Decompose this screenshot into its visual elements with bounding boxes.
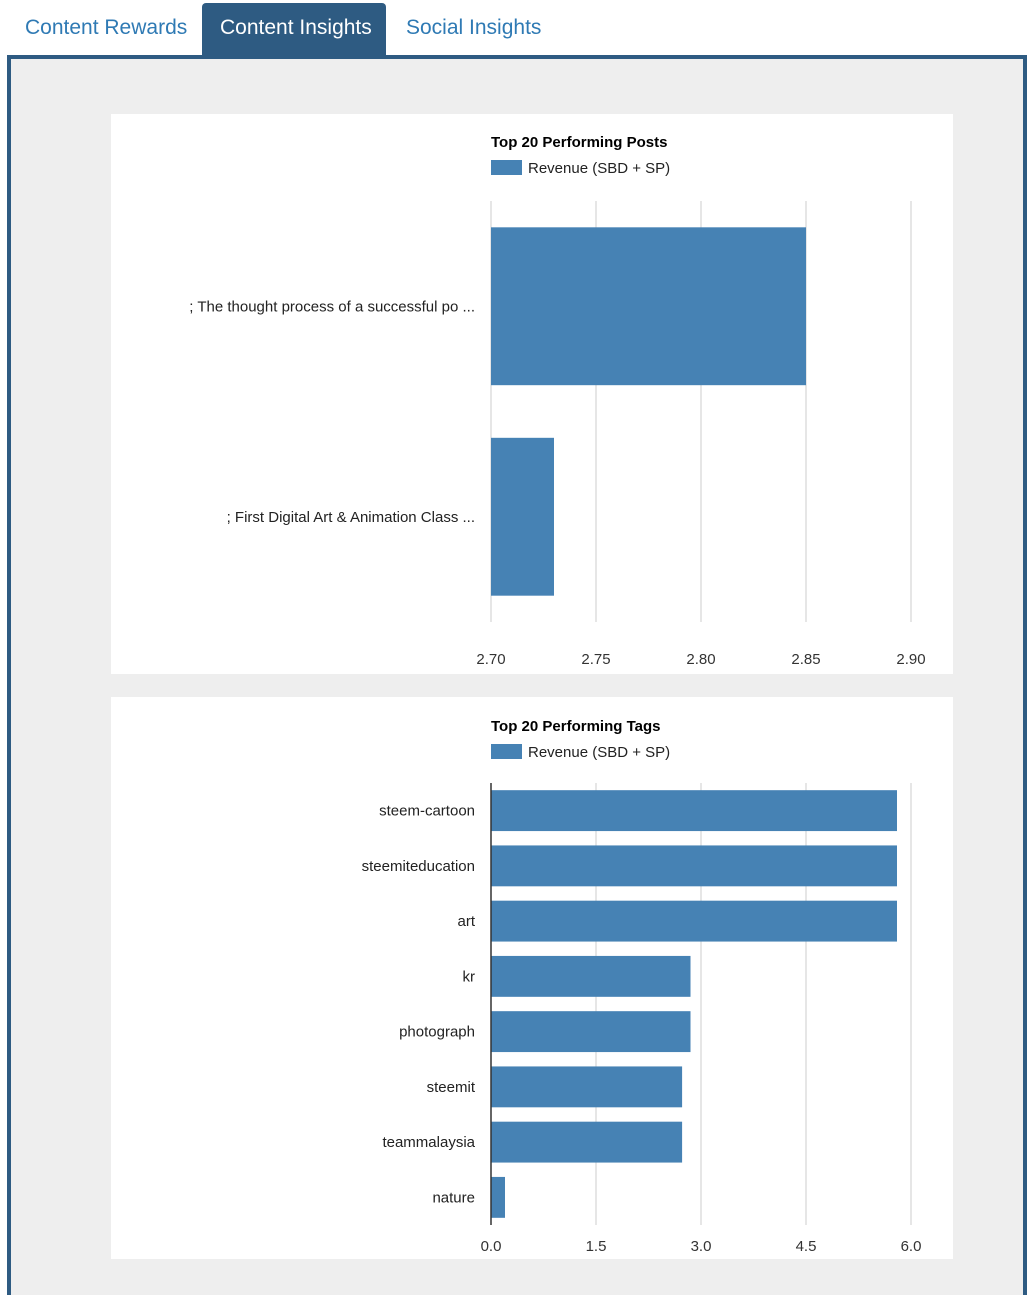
x-tick-label: 3.0: [690, 1238, 712, 1255]
tags-chart: [111, 697, 953, 1259]
y-category-label: ; First Digital Art & Animation Class ...: [226, 508, 475, 526]
y-category-label: art: [457, 913, 475, 931]
chart-title: Top 20 Performing Tags: [491, 718, 661, 735]
content-insights-panel: [7, 55, 1027, 1295]
x-tick-label: 0.0: [480, 1238, 502, 1255]
x-tick-label: 6.0: [900, 1238, 922, 1255]
y-category-label: kr: [462, 968, 475, 986]
bar: [491, 1066, 682, 1107]
y-category-label: steemit: [426, 1078, 475, 1096]
legend-swatch: [491, 160, 522, 175]
y-category-label: ; The thought process of a successful po ...: [189, 298, 475, 316]
bar: [491, 901, 897, 942]
bar: [491, 1177, 505, 1218]
x-tick-label: 2.80: [686, 651, 716, 668]
legend-label: Revenue (SBD + SP): [528, 160, 671, 177]
y-category-label: steemiteducation: [361, 857, 475, 875]
tab-social-insights[interactable]: Social Insights: [406, 16, 542, 39]
bar: [491, 227, 806, 385]
tab-content-rewards[interactable]: Content Rewards: [25, 16, 188, 39]
y-category-label: nature: [432, 1189, 475, 1207]
y-category-label: teammalaysia: [382, 1134, 475, 1152]
bar: [491, 1011, 691, 1052]
y-category-label: photograph: [399, 1023, 475, 1041]
x-tick-label: 2.90: [896, 651, 926, 668]
x-tick-label: 2.85: [791, 651, 821, 668]
x-tick-label: 2.75: [581, 651, 611, 668]
legend-swatch: [491, 744, 522, 759]
tab-content-insights[interactable]: Content Insights: [202, 3, 386, 55]
bar: [491, 845, 897, 886]
bar: [491, 438, 554, 596]
x-tick-label: 2.70: [476, 651, 506, 668]
posts-chart: [111, 114, 953, 674]
y-category-label: steem-cartoon: [379, 802, 475, 820]
bar: [491, 1122, 682, 1163]
bar: [491, 956, 691, 997]
posts-chart-card: [111, 114, 953, 674]
bar: [491, 790, 897, 831]
legend-label: Revenue (SBD + SP): [528, 744, 671, 761]
tags-chart-card: [111, 697, 953, 1259]
tab-bar: [7, 3, 1027, 58]
chart-title: Top 20 Performing Posts: [491, 134, 668, 151]
x-tick-label: 1.5: [585, 1238, 607, 1255]
x-tick-label: 4.5: [795, 1238, 817, 1255]
